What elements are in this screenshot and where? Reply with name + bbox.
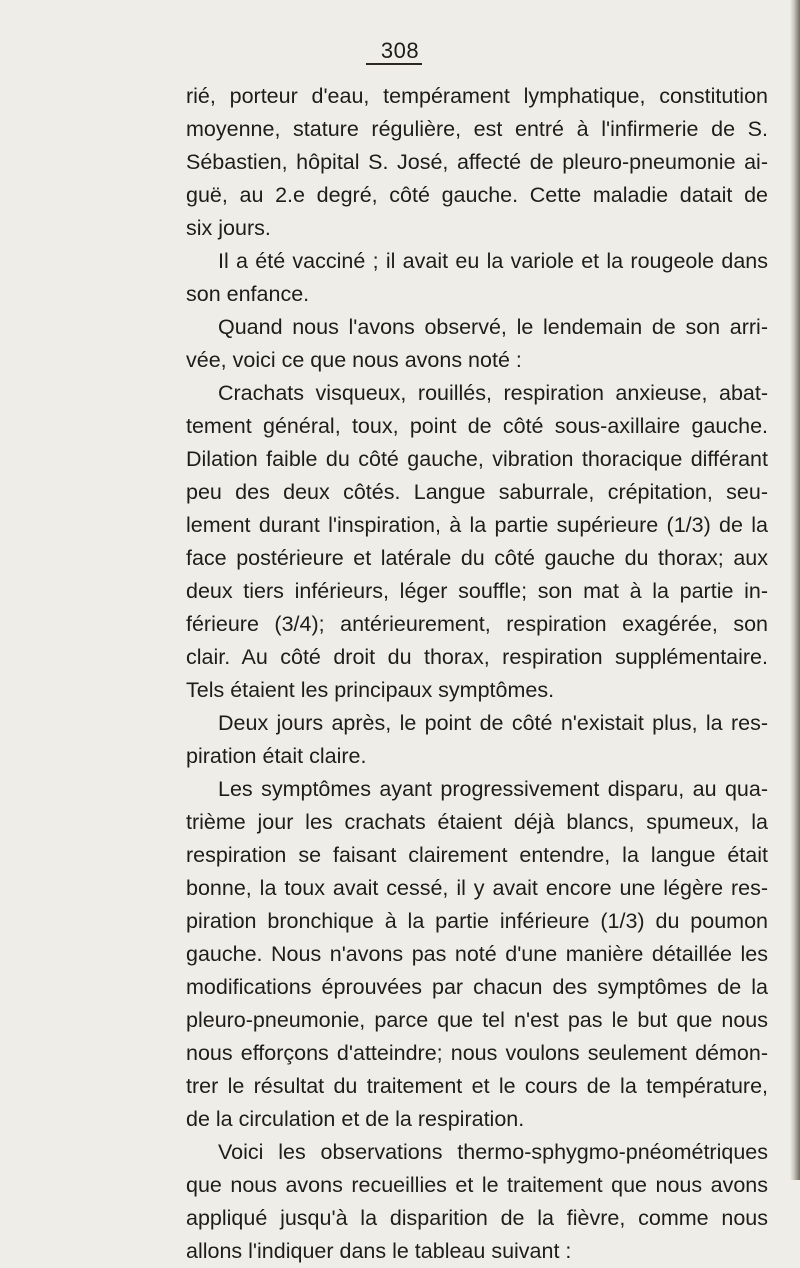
text-line: moyenne, stature régulière, est entré à l'infirmerie de S. xyxy=(186,117,768,141)
text-line: trième jour les crachats étaient déjà blancs, spumeux, la xyxy=(186,810,768,834)
text-line: Il a été vacciné ; il avait eu la variole et la rougeole dans xyxy=(218,249,768,273)
text-line: modifications éprouvées par chacun des symptômes de la xyxy=(186,975,768,999)
text-line: Crachats visqueux, rouillés, respiration anxieuse, abat- xyxy=(218,381,768,405)
text-line: guë, au 2.e degré, côté gauche. Cette maladie datait de xyxy=(186,183,768,207)
text-line: clair. Au côté droit du thorax, respiration supplémentaire. xyxy=(186,645,768,669)
text-line: respiration se faisant clairement entendre, la langue était xyxy=(186,843,768,867)
text-line: vée, voici ce que nous avons noté : xyxy=(186,348,522,372)
text-line: férieure (3/4); antérieurement, respiration exagérée, son xyxy=(186,612,768,636)
text-line: tement général, toux, point de côté sous-axillaire gauche. xyxy=(186,414,768,438)
text-line: trer le résultat du traitement et le cours de la température, xyxy=(186,1074,768,1098)
text-line: piration bronchique à la partie inférieure (1/3) du poumon xyxy=(186,909,768,933)
text-line: deux tiers inférieurs, léger souffle; son mat à la partie in- xyxy=(186,579,768,603)
text-line: Les symptômes ayant progressivement disparu, au qua- xyxy=(218,777,768,801)
text-line: appliqué jusqu'à la disparition de la fièvre, comme nous xyxy=(186,1206,768,1230)
text-line: Sébastien, hôpital S. José, affecté de pleuro-pneumonie ai- xyxy=(186,150,768,174)
text-line: son enfance. xyxy=(186,282,310,306)
text-line: piration était claire. xyxy=(186,744,367,768)
page-number-rule xyxy=(366,63,422,65)
page-number: 308 xyxy=(380,38,420,63)
text-line: bonne, la toux avait cessé, il y avait encore une légère res- xyxy=(186,876,768,900)
text-line: nous efforçons d'atteindre; nous voulons seulement démon- xyxy=(186,1041,768,1065)
text-line: allons l'indiquer dans le tableau suivant : xyxy=(186,1239,572,1263)
text-line: Quand nous l'avons observé, le lendemain de son arri- xyxy=(218,315,768,339)
text-line: rié, porteur d'eau, tempérament lymphatique, constitution xyxy=(186,84,768,108)
text-line: six jours. xyxy=(186,216,271,240)
page-edge-shadow xyxy=(790,0,800,1180)
text-line: de la circulation et de la respiration. xyxy=(186,1107,525,1131)
text-line: gauche. Nous n'avons pas noté d'une manière détaillée les xyxy=(186,942,768,966)
text-line: peu des deux côtés. Langue saburrale, crépitation, seu- xyxy=(186,480,768,504)
text-line: pleuro-pneumonie, parce que tel n'est pas le but que nous xyxy=(186,1008,768,1032)
text-line: Deux jours après, le point de côté n'existait plus, la res- xyxy=(218,711,768,735)
text-line: que nous avons recueillies et le traitement que nous avons xyxy=(186,1173,768,1197)
body-text xyxy=(186,80,768,1268)
text-line: Voici les observations thermo-sphygmo-pnéométriques xyxy=(218,1140,768,1164)
text-line: Dilation faible du côté gauche, vibration thoracique différant xyxy=(186,447,768,471)
text-line: Tels étaient les principaux symptômes. xyxy=(186,678,555,702)
text-line: lement durant l'inspiration, à la partie supérieure (1/3) de la xyxy=(186,513,768,537)
text-line: face postérieure et latérale du côté gauche du thorax; aux xyxy=(186,546,768,570)
